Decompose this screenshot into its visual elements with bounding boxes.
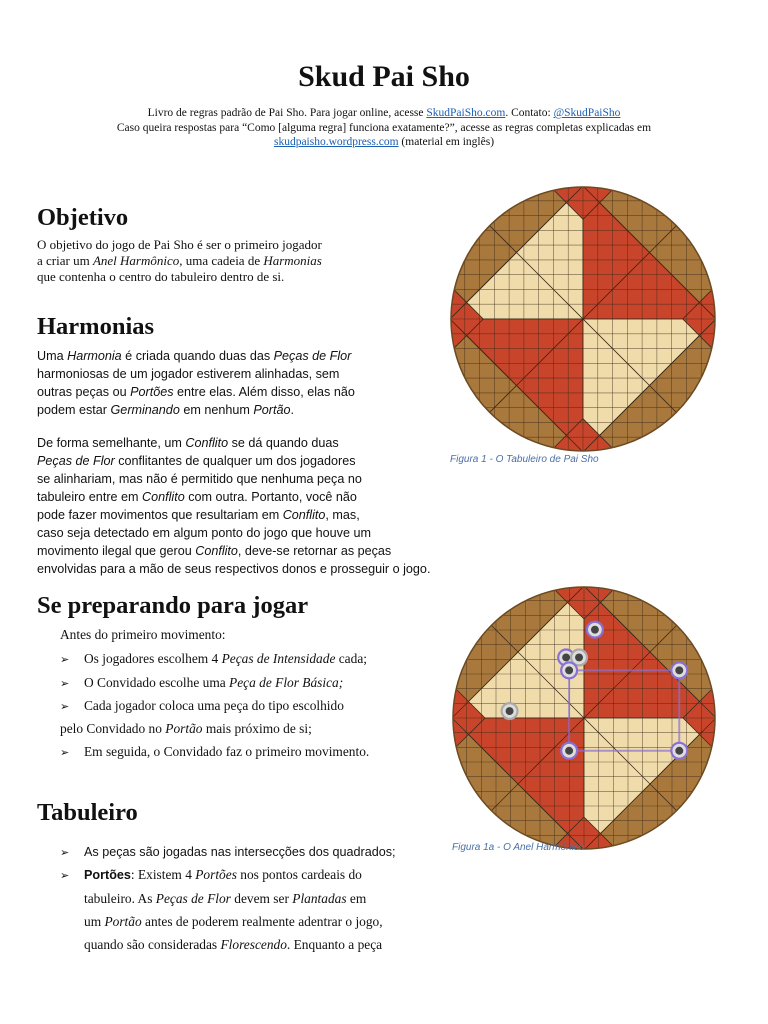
paragraph-line: a criar um Anel Harmônico, uma cadeia de Harmonias bbox=[37, 253, 322, 268]
page-title: Skud Pai Sho bbox=[298, 60, 470, 93]
harmony-ring-board-figure bbox=[452, 586, 716, 850]
list-item-continuation: quando são consideradas Florescendo. Enquanto a peça bbox=[84, 937, 383, 952]
paragraph-line: envolvidas para a mão de seus respectivos donos e prosseguir o jogo. bbox=[37, 562, 431, 576]
flower-piece bbox=[671, 743, 687, 759]
flower-piece bbox=[561, 743, 577, 759]
list-item: ➢ Os jogadores escolhem 4 Peças de Intensidade cada; bbox=[60, 651, 367, 666]
list-item: ➢ O Convidado escolhe uma Peça de Flor Básica; bbox=[60, 675, 344, 690]
arrow-bullet-icon: ➢ bbox=[60, 747, 70, 759]
paragraph-line: podem estar Germinando em nenhum Portão. bbox=[37, 403, 294, 417]
list-item: ➢ Em seguida, o Convidado faz o primeiro movimento. bbox=[60, 744, 370, 759]
arrow-bullet-icon: ➢ bbox=[60, 678, 70, 690]
intro-line-3 bbox=[0, 135, 768, 149]
paragraph-line: outras peças ou Portões entre elas. Além disso, elas não bbox=[37, 385, 355, 399]
paragraph-line: pode fazer movimentos que resultariam em Conflito, mas, bbox=[37, 508, 360, 522]
paragraph-line: De forma semelhante, um Conflito se dá quando duas bbox=[37, 436, 339, 450]
arrow-bullet-icon: ➢ bbox=[60, 654, 70, 666]
paragraph-line: harmoniosas de um jogador estiverem alinhadas, sem bbox=[37, 367, 340, 381]
arrow-bullet-icon: ➢ bbox=[60, 847, 70, 859]
wordpress-link[interactable]: skudpaisho.wordpress.com bbox=[273, 136, 399, 148]
paragraph-line: se alinhariam, mas não é permitido que nenhuma peça no bbox=[37, 472, 362, 486]
flower-piece bbox=[587, 622, 603, 638]
paragraph-line: caso seja detectado em algum ponto do jogo que houve um bbox=[37, 526, 371, 540]
harmonias-paragraph-1 bbox=[37, 347, 355, 419]
heading-tabuleiro: Tabuleiro bbox=[37, 799, 138, 826]
heading-objetivo: Objetivo bbox=[37, 204, 129, 231]
twitter-link[interactable]: @SkudPaiSho bbox=[553, 107, 621, 119]
heading-preparando: Se preparando para jogar bbox=[37, 592, 309, 619]
list-item-continuation: tabuleiro. As Peças de Flor devem ser Plantadas em bbox=[84, 891, 367, 906]
list-item: ➢ Portões: Existem 4 Portões nos pontos cardeais do bbox=[60, 867, 362, 882]
objetivo-paragraph bbox=[37, 237, 322, 285]
list-item-continuation: um Portão antes de poderem realmente adentrar o jogo, bbox=[84, 914, 383, 929]
preparando-intro: Antes do primeiro movimento: bbox=[60, 627, 226, 642]
paragraph-line: tabuleiro entre em Conflito com outra. Portanto, você não bbox=[37, 490, 357, 504]
intro-text: . Contato: bbox=[505, 107, 554, 119]
flower-piece bbox=[502, 703, 518, 719]
intro-line-1 bbox=[0, 106, 768, 120]
list-item: ➢ As peças são jogadas nas intersecções dos quadrados; bbox=[60, 845, 396, 859]
paragraph-line: que contenha o centro do tabuleiro dentro de si. bbox=[37, 269, 285, 284]
arrow-bullet-icon: ➢ bbox=[60, 870, 70, 882]
flower-piece bbox=[671, 662, 687, 678]
site-link[interactable]: SkudPaiSho.com bbox=[426, 107, 506, 119]
arrow-bullet-icon: ➢ bbox=[60, 701, 70, 713]
figure-caption-1: Figura 1 - O Tabuleiro de Pai Sho bbox=[450, 454, 599, 465]
figure-caption-2: Figura 1a - O Anel Harmônico bbox=[452, 842, 585, 853]
heading-harmonias: Harmonias bbox=[37, 313, 155, 340]
paragraph-line: Uma Harmonia é criada quando duas das Peças de Flor bbox=[37, 349, 352, 363]
paragraph-line: movimento ilegal que gerou Conflito, deve-se retornar as peças bbox=[37, 544, 392, 558]
intro-text: Livro de regras padrão de Pai Sho. Para jogar online, acesse bbox=[147, 107, 427, 119]
intro-text: (material em inglês) bbox=[398, 136, 495, 148]
list-item: ➢ Cada jogador coloca uma peça do tipo escolhido bbox=[60, 698, 344, 713]
intro-line-2: Caso queira respostas para “Como [alguma regra] funciona exatamente?”, acesse as regras completas explicadas em bbox=[116, 122, 652, 134]
list-item-continuation: pelo Convidado no Portão mais próximo de si; bbox=[60, 721, 312, 736]
paragraph-line: O objetivo do jogo de Pai Sho é ser o primeiro jogador bbox=[37, 237, 322, 252]
harmonias-paragraph-2 bbox=[37, 434, 430, 578]
flower-piece bbox=[561, 662, 577, 678]
pai-sho-board-figure bbox=[450, 186, 716, 452]
paragraph-line: Peças de Flor conflitantes de qualquer um dos jogadores bbox=[37, 454, 356, 468]
